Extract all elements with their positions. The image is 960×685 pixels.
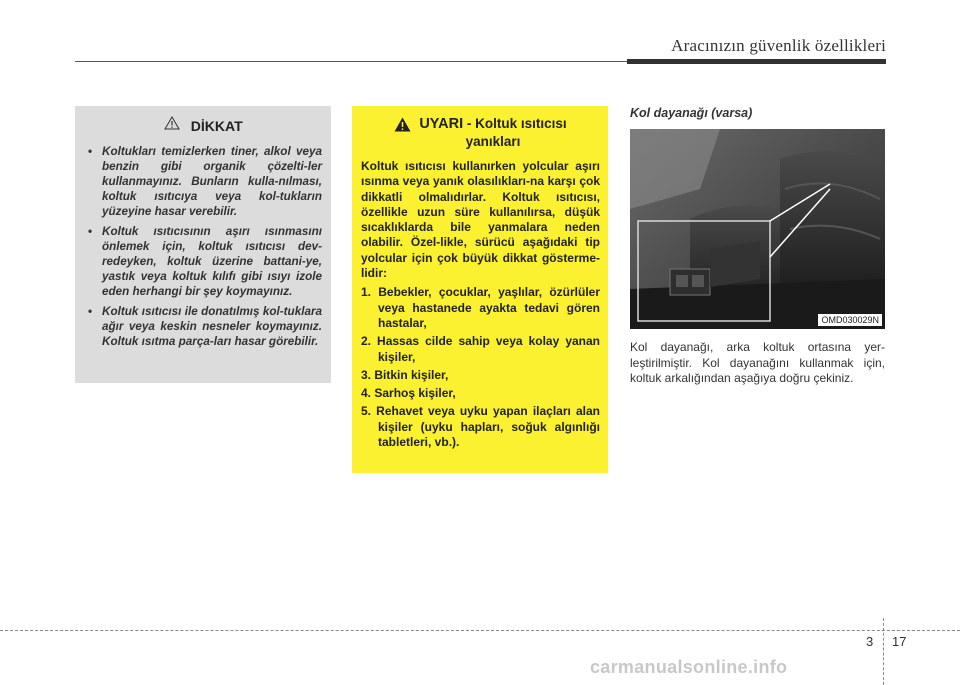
warning-item: 4. Sarhoş kişiler, (361, 386, 456, 401)
header-bar (627, 59, 886, 64)
warning-item: 1. Bebekler, çocuklar, yaşlılar, özürlüler veya hastanede ayakta tedavi gören hastalar, (361, 285, 600, 330)
warning-body: Koltuk ısıtıcısı kullanırken yolcular aşırı ısınma veya yanık olasılıkları-na karşı çok dikkatli olmalıdırlar. Koltuk ısıtıcısı, özellikle uzun süre kullanılırsa, düşük sıcaklıklarda bile yanmalara neden olabilir. Özel-likle, sürücü aşağıdaki tip yolcular için çok büyük dikkat gösterme-lidir: (361, 159, 600, 281)
warning-item: 5. Rehavet veya uyku yapan ilaçları alan kişiler (uyku hapları, soğuk algınlığı tabletleri, vb.). (361, 404, 600, 450)
page-header-title: Aracınızın güvenlik özellikleri (671, 36, 886, 55)
watermark: carmanualsonline.info (590, 657, 788, 677)
warning-subtitle: - Koltuk ısıtıcısı (466, 116, 567, 131)
armrest-section-title: Kol dayanağı (varsa) (630, 106, 753, 120)
warning-box (352, 106, 608, 473)
caution-item: • Koltukları temizlerken tiner, alkol veya benzin gibi organik çözelti-ler kullanmayınız. Bunların kulla-nılması, koltuk ısıtıcıya veya kol-tukların yüzeyine hasar verebilir. (88, 145, 322, 218)
warning-outline-icon (164, 116, 180, 135)
caution-item: • Koltuk ısıtıcısı ile donatılmış kol-tuklara ağır veya keskin nesneler koymayınız. Koltuk ısıtma parça-ları hasar görebilir. (88, 305, 322, 348)
caution-title: DİKKAT (190, 117, 243, 134)
warning-title: UYARI (419, 116, 464, 132)
armrest-photo (630, 129, 885, 329)
footer-rule (0, 630, 960, 631)
caution-header (85, 116, 322, 138)
caution-item: • Koltuk ısıtıcısının aşırı ısınmasını önlemek için, koltuk ısıtıcısı dev-redeyken, koltuk üzerine battani-ye, yastık veya koltuk kılıfı gibi ısıyı izole eden herhangi bir şey koymayınız. (88, 225, 322, 298)
armrest-description: Kol dayanağı, arka koltuk ortasına yer-leştirilmiştir. Kol dayanağını kullanmak için, koltuk arkalığından aşağıya doğru çekiniz. (630, 340, 885, 385)
warning-header (361, 116, 600, 149)
page-number: 17 (892, 634, 907, 649)
warning-item: 3. Bitkin kişiler, (361, 367, 449, 382)
warning-item: 2. Hassas cilde sahip veya kolay yanan kişiler, (361, 334, 600, 364)
caution-list (85, 144, 322, 349)
section-number: 3 (866, 634, 874, 649)
warning-list (361, 285, 600, 450)
warning-subtitle-line2: yanıkları (465, 134, 521, 149)
caution-box (75, 106, 331, 383)
warning-filled-icon (394, 117, 411, 137)
footer-divider (883, 618, 884, 685)
image-code-label: OMD030029N (818, 314, 882, 326)
